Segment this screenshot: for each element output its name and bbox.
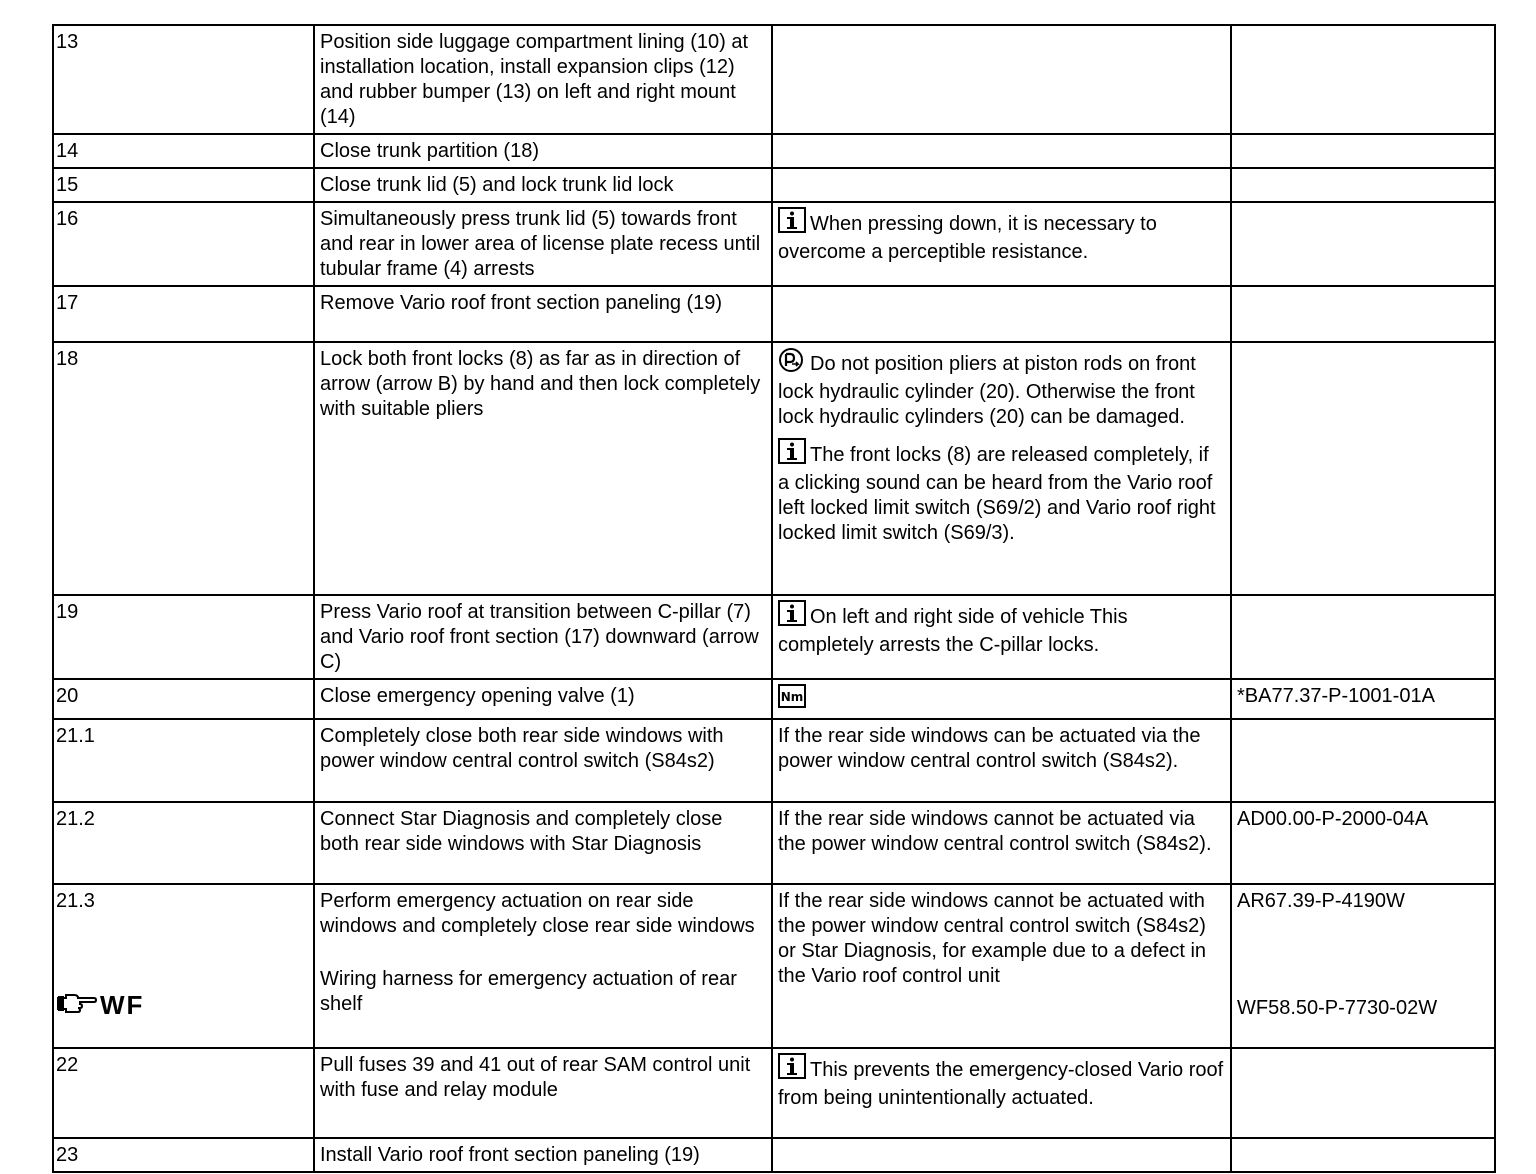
- step-action: Position side luggage compartment lining (10) at installation location, install expansion clips (12) and rubber bumper (13) on left and right mount (14): [314, 25, 772, 134]
- step-action: Pull fuses 39 and 41 out of rear SAM control unit with fuse and relay module: [314, 1048, 772, 1138]
- step-note: [772, 1138, 1231, 1172]
- reference-link[interactable]: AR67.39-P-4190W: [1237, 890, 1405, 912]
- step-reference: [1231, 595, 1495, 679]
- table-row: [53, 202, 1495, 286]
- step-number: 20: [53, 679, 314, 719]
- step-number: 23: [53, 1138, 314, 1172]
- info-icon: [778, 1053, 806, 1086]
- step-action: Install Vario roof front section paneling (19): [314, 1138, 772, 1172]
- step-reference: [1231, 168, 1495, 202]
- step-reference: [1231, 286, 1495, 342]
- caution-note-text: Do not position pliers at piston rods on front lock hydraulic cylinder (20). Otherwise the front lock hydraulic cylinders (20) can be damaged.: [778, 353, 1196, 428]
- step-action: Close trunk partition (18): [314, 134, 772, 168]
- table-row: [53, 134, 1495, 168]
- info-icon: [778, 600, 806, 633]
- step-action: Press Vario roof at transition between C-pillar (7) and Vario roof front section (17) downward (arrow C): [314, 595, 772, 679]
- step-action: Lock both front locks (8) as far as in direction of arrow (arrow B) by hand and then lock completely with suitable pliers: [314, 342, 772, 595]
- step-action: Close emergency opening valve (1): [314, 679, 772, 719]
- step-action-text: Perform emergency actuation on rear side windows and completely close rear side windows: [320, 890, 755, 937]
- step-number: 21.2: [53, 802, 314, 884]
- table-row: [53, 1138, 1495, 1172]
- wiring-flag: [56, 989, 145, 1020]
- step-note: If the rear side windows can be actuated via the power window central control switch (S84s2).: [772, 719, 1231, 802]
- info-note-text: On left and right side of vehicle This completely arrests the C-pillar locks.: [778, 606, 1128, 656]
- step-reference: [1231, 1048, 1495, 1138]
- step-number: 14: [53, 134, 314, 168]
- table-row: [53, 884, 1495, 1048]
- svg-text:Nm: Nm: [780, 690, 804, 704]
- step-reference: [1231, 884, 1495, 1048]
- step-number: [53, 884, 314, 1048]
- step-note: [772, 25, 1231, 134]
- table-row: [53, 342, 1495, 595]
- step-reference: [1231, 202, 1495, 286]
- step-note: [772, 342, 1231, 595]
- step-note: [772, 202, 1231, 286]
- step-number: 15: [53, 168, 314, 202]
- table-row: [53, 1048, 1495, 1138]
- table-row: [53, 679, 1495, 719]
- step-number: 13: [53, 25, 314, 134]
- wf-action-text: Wiring harness for emergency actuation of rear shelf: [320, 968, 737, 1015]
- step-note: [772, 286, 1231, 342]
- wf-label: WF: [100, 989, 145, 1020]
- step-note: If the rear side windows cannot be actuated with the power window central control switch (S84s2) or Star Diagnosis, for example due to a defect in the Vario roof control unit: [772, 884, 1231, 1048]
- step-note: [772, 595, 1231, 679]
- step-number: 19: [53, 595, 314, 679]
- pointing-hand-icon: [56, 992, 98, 1018]
- step-reference[interactable]: AD00.00-P-2000-04A: [1231, 802, 1495, 884]
- table-row: [53, 802, 1495, 884]
- step-reference: [1231, 134, 1495, 168]
- step-note: [772, 1048, 1231, 1138]
- step-reference: [1231, 719, 1495, 802]
- step-action: Simultaneously press trunk lid (5) towards front and rear in lower area of license plate recess until tubular frame (4) arrests: [314, 202, 772, 286]
- step-number: 21.1: [53, 719, 314, 802]
- wf-reference-link[interactable]: WF58.50-P-7730-02W: [1237, 997, 1438, 1019]
- table-row: [53, 719, 1495, 802]
- info-note-text: This prevents the emergency-closed Vario roof from being unintentionally actuated.: [778, 1059, 1224, 1109]
- step-action: Remove Vario roof front section paneling (19): [314, 286, 772, 342]
- step-number: 18: [53, 342, 314, 595]
- step-reference: *BA77.37-P-1001-01A: [1231, 679, 1495, 719]
- step-action: Connect Star Diagnosis and completely close both rear side windows with Star Diagnosis: [314, 802, 772, 884]
- step-number: 22: [53, 1048, 314, 1138]
- caution-icon: [778, 347, 806, 380]
- step-number: 17: [53, 286, 314, 342]
- step-note: [772, 679, 1231, 719]
- table-row: [53, 595, 1495, 679]
- step-action: Close trunk lid (5) and lock trunk lid lock: [314, 168, 772, 202]
- step-note: [772, 134, 1231, 168]
- info-icon: [778, 207, 806, 240]
- info-note-text: The front locks (8) are released completely, if a clicking sound can be heard from the Vario roof left locked limit switch (S69/2) and Vario roof right locked limit switch (S69/3).: [778, 444, 1216, 544]
- table-row: [53, 25, 1495, 134]
- step-number: 16: [53, 202, 314, 286]
- table-row: [53, 286, 1495, 342]
- info-icon: [778, 438, 806, 471]
- table-row: [53, 168, 1495, 202]
- info-note-text: When pressing down, it is necessary to overcome a perceptible resistance.: [778, 213, 1157, 263]
- step-reference: [1231, 1138, 1495, 1172]
- step-number-text: 21.3: [56, 890, 95, 912]
- step-note: If the rear side windows cannot be actuated via the power window central control switch (S84s2).: [772, 802, 1231, 884]
- step-reference: [1231, 25, 1495, 134]
- step-action: Completely close both rear side windows with power window central control switch (S84s2): [314, 719, 772, 802]
- step-action: [314, 884, 772, 1048]
- step-note: [772, 168, 1231, 202]
- step-reference: [1231, 342, 1495, 595]
- torque-icon: [778, 684, 806, 715]
- procedure-table: [52, 24, 1496, 1173]
